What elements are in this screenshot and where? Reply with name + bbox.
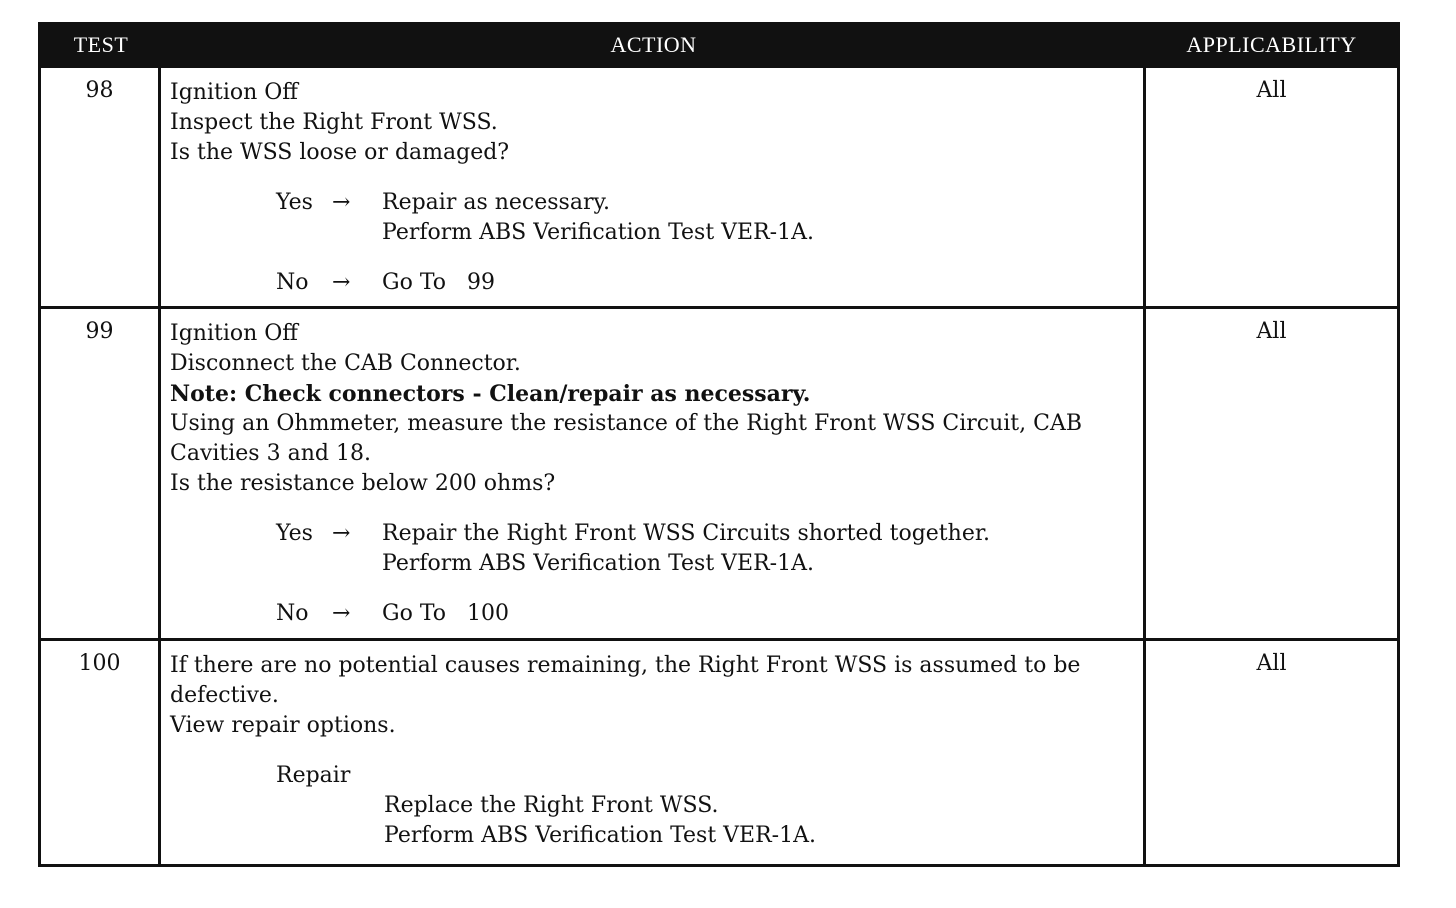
no-response — [276, 268, 1135, 298]
applicability-value: All — [1256, 78, 1287, 103]
no-label: No — [276, 270, 309, 295]
yes-response — [276, 519, 1135, 579]
action-line: If there are no potential causes remaining, the Right Front WSS is assumed to be defective. — [170, 653, 1088, 708]
arrow-icon: → — [332, 190, 351, 215]
response-block — [170, 519, 1135, 629]
action-line: Is the resistance below 200 ohms? — [170, 471, 556, 496]
yes-text: Perform ABS Verification Test VER-1A. — [382, 220, 814, 245]
repair-text: Perform ABS Verification Test VER-1A. — [384, 823, 816, 848]
arrow-icon: → — [332, 521, 351, 546]
table-row — [41, 65, 1397, 306]
note-line: Note: Check connectors - Clean/repair as necessary. — [170, 381, 811, 407]
yes-text: Repair as necessary. — [382, 190, 610, 215]
diagnostic-table — [38, 22, 1400, 867]
test-number: 99 — [41, 309, 161, 638]
repair-text: Replace the Right Front WSS. — [384, 793, 719, 818]
action-line: Using an Ohmmeter, measure the resistance of the Right Front WSS Circuit, CAB Cavities 3 and 18. — [170, 411, 1090, 466]
test-number: 98 — [41, 68, 161, 306]
no-label: No — [276, 601, 309, 626]
action-line: Disconnect the CAB Connector. — [170, 351, 521, 376]
action-line: Is the WSS loose or damaged? — [170, 140, 510, 165]
yes-text: Repair the Right Front WSS Circuits shorted together. — [382, 521, 990, 546]
action-line: Ignition Off — [170, 321, 298, 346]
header-action: ACTION — [610, 32, 697, 57]
yes-text: Perform ABS Verification Test VER-1A. — [382, 551, 814, 576]
action-cell — [161, 68, 1146, 306]
table-row — [41, 306, 1397, 638]
test-number: 100 — [41, 641, 161, 864]
action-cell — [161, 641, 1146, 864]
response-block — [170, 188, 1135, 298]
action-line: Ignition Off — [170, 80, 298, 105]
goto-link[interactable]: Go To 100 — [382, 601, 509, 626]
yes-label: Yes — [276, 521, 313, 546]
action-cell — [161, 309, 1146, 638]
arrow-icon: → — [332, 270, 351, 295]
yes-response — [276, 188, 1135, 248]
action-line: Inspect the Right Front WSS. — [170, 110, 498, 135]
applicability-value: All — [1256, 319, 1287, 344]
repair-label: Repair — [276, 763, 351, 788]
no-response — [276, 599, 1135, 629]
header-test: TEST — [73, 32, 129, 57]
applicability-value: All — [1256, 651, 1287, 676]
goto-link[interactable]: Go To 99 — [382, 270, 495, 295]
table-header — [41, 25, 1397, 65]
header-applicability: APPLICABILITY — [1186, 32, 1357, 57]
arrow-icon: → — [332, 601, 351, 626]
yes-label: Yes — [276, 190, 313, 215]
repair-block — [170, 761, 1135, 851]
table-row — [41, 638, 1397, 864]
action-line: View repair options. — [170, 713, 396, 738]
